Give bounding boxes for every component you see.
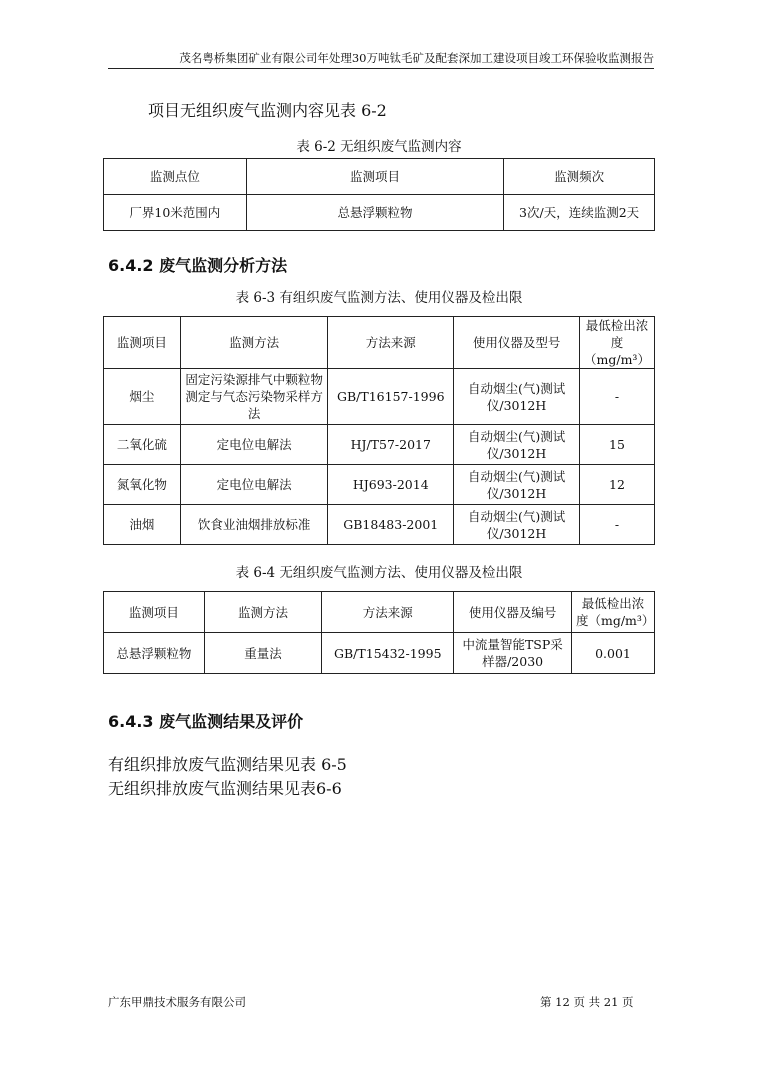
table-6-3 <box>103 316 655 545</box>
table-cell: 中流量智能TSP采样器/2030 <box>454 633 572 674</box>
table-6-2-caption: 表 6-2 无组织废气监测内容 <box>296 139 462 155</box>
table-cell: 重量法 <box>204 633 322 674</box>
table-header-row <box>104 317 655 369</box>
table-6-2 <box>103 158 655 231</box>
header-cell: 方法来源 <box>322 592 454 633</box>
header-cell: 监测点位 <box>104 159 247 195</box>
table-6-3-caption: 表 6-3 有组织废气监测方法、使用仪器及检出限 <box>235 290 523 306</box>
table-cell: 15 <box>579 425 654 465</box>
table-cell: 总悬浮颗粒物 <box>246 195 503 231</box>
intro-text: 项目无组织废气监测内容见表 6-2 <box>148 101 387 120</box>
table-cell: 饮食业油烟排放标准 <box>180 505 328 545</box>
table-cell: 烟尘 <box>104 369 181 425</box>
table-cell: 二氧化硫 <box>104 425 181 465</box>
table-6-4-caption: 表 6-4 无组织废气监测方法、使用仪器及检出限 <box>235 565 523 581</box>
table-row <box>104 369 655 425</box>
table-cell: HJ/T57-2017 <box>328 425 454 465</box>
table-cell: 自动烟尘(气)测试仪/3012H <box>454 505 580 545</box>
section-6-4-3-heading: 6.4.3 废气监测结果及评价 <box>108 712 304 731</box>
table-cell: 定电位电解法 <box>180 465 328 505</box>
table-row <box>104 195 655 231</box>
results-paragraph: 有组织排放废气监测结果见表 6-5 <box>108 755 347 774</box>
footer-company: 广东甲鼎技术服务有限公司 <box>108 995 246 1009</box>
table-cell: 3次/天，连续监测2天 <box>504 195 655 231</box>
header-cell: 最低检出浓度（mg/m³） <box>579 317 654 369</box>
section-6-4-2-heading: 6.4.2 废气监测分析方法 <box>108 256 288 275</box>
table-cell: 油烟 <box>104 505 181 545</box>
page-header: 茂名粤桥集团矿业有限公司年处理30万吨钛毛矿及配套深加工建设项目竣工环保验收监测报告 <box>179 51 654 65</box>
table-cell: - <box>579 505 654 545</box>
table-cell: 定电位电解法 <box>180 425 328 465</box>
footer-page-number: 第 12 页 共 21 页 <box>540 995 634 1009</box>
header-cell: 监测频次 <box>504 159 655 195</box>
table-header-row <box>104 159 655 195</box>
table-cell: GB18483-2001 <box>328 505 454 545</box>
table-cell: GB/T15432-1995 <box>322 633 454 674</box>
table-row <box>104 505 655 545</box>
table-cell: HJ693-2014 <box>328 465 454 505</box>
table-row <box>104 465 655 505</box>
table-cell: - <box>579 369 654 425</box>
table-cell: 12 <box>579 465 654 505</box>
header-cell: 使用仪器及型号 <box>454 317 580 369</box>
table-row <box>104 425 655 465</box>
header-divider <box>108 68 654 69</box>
table-cell: GB/T16157-1996 <box>328 369 454 425</box>
table-cell: 固定污染源排气中颗粒物测定与气态污染物采样方法 <box>180 369 328 425</box>
header-cell: 使用仪器及编号 <box>454 592 572 633</box>
header-cell: 监测方法 <box>180 317 328 369</box>
header-cell: 监测项目 <box>246 159 503 195</box>
results-paragraph: 无组织排放废气监测结果见表6-6 <box>108 779 342 798</box>
table-cell: 总悬浮颗粒物 <box>104 633 205 674</box>
header-cell: 方法来源 <box>328 317 454 369</box>
table-cell: 自动烟尘(气)测试仪/3012H <box>454 465 580 505</box>
header-cell: 监测项目 <box>104 317 181 369</box>
header-cell: 最低检出浓度（mg/m³） <box>571 592 654 633</box>
table-cell: 0.001 <box>571 633 654 674</box>
header-cell: 监测方法 <box>204 592 322 633</box>
table-cell: 自动烟尘(气)测试仪/3012H <box>454 369 580 425</box>
table-cell: 自动烟尘(气)测试仪/3012H <box>454 425 580 465</box>
table-cell: 厂界10米范围内 <box>104 195 247 231</box>
table-cell: 氮氧化物 <box>104 465 181 505</box>
table-row <box>104 633 655 674</box>
header-cell: 监测项目 <box>104 592 205 633</box>
table-header-row <box>104 592 655 633</box>
table-6-4 <box>103 591 655 674</box>
